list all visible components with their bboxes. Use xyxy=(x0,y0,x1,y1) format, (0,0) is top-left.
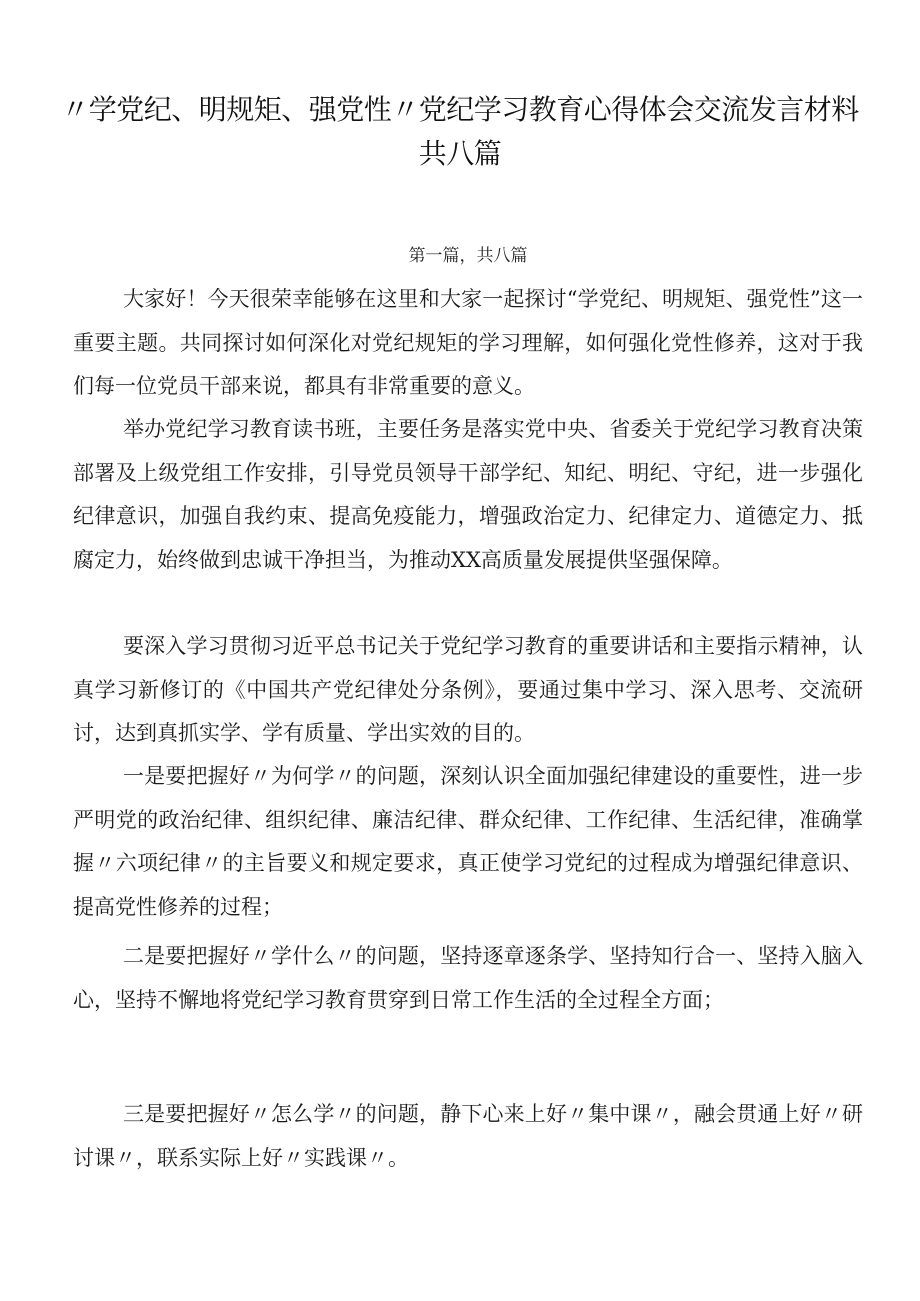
paragraph-point-one: 一是要把握好〃为何学〃的问题，深刻认识全面加强纪律建设的重要性，进一步严明党的政治纪律、组织纪律、廉洁纪律、群众纪律、工作纪律、生活纪律，准确掌握〃六项纪律〃的主旨要义和规定要求，真正使学习党纪的过程成为增强纪律意识、提高党性修养的过程； xyxy=(73,764,863,919)
document-title: 〃学党纪、明规矩、强党性〃党纪学习教育心得体会交流发言材料共八篇 xyxy=(61,93,859,170)
paragraph-greeting: 大家好！今天很荣幸能够在这里和大家一起探讨“学党纪、明规矩、强党性”这一重要主题。共同探讨如何深化对党纪规矩的学习理解，如何强化党性修养，这对于我们每一位党员干部来说，都具有非常重要的意义。 xyxy=(73,287,863,398)
section-heading: 第一篇，共八篇 xyxy=(408,246,528,266)
paragraph-point-three: 三是要把握好〃怎么学〃的问题，静下心来上好〃集中课〃，融会贯通上好〃研讨课〃，联系实际上好〃实践课〃。 xyxy=(73,1102,863,1170)
paragraph-point-two: 二是要把握好〃学什么〃的问题，坚持逐章逐条学、坚持知行合一、坚持入脑入心，坚持不懈地将党纪学习教育贯穿到日常工作生活的全过程全方面； xyxy=(73,944,863,1012)
paragraph-study-spirit: 要深入学习贯彻习近平总书记关于党纪学习教育的重要讲话和主要指示精神，认真学习新修订的《中国共产党纪律处分条例》，要通过集中学习、深入思考、交流研讨，达到真抓实学、学有质量、学出实效的目的。 xyxy=(73,634,863,745)
paragraph-reading-class: 举办党纪学习教育读书班，主要任务是落实党中央、省委关于党纪学习教育决策部署及上级党组工作安排，引导党员领导干部学纪、知纪、明纪、守纪，进一步强化纪律意识，加强自我约束、提高免疫能力，增强政治定力、纪律定力、道德定力、抵腐定力，始终做到忠诚干净担当，为推动XX高质量发展提供坚强保障。 xyxy=(73,417,863,572)
